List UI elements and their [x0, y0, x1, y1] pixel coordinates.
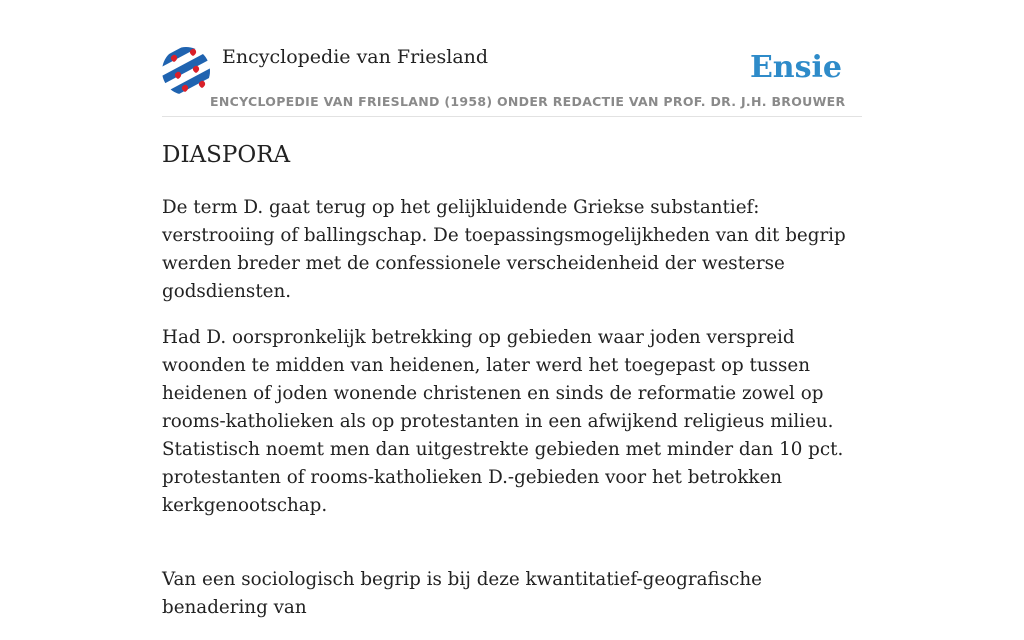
article-paragraph: Van een sociologisch begrip is bij deze kwantitatief-geografische benadering van: [162, 569, 762, 618]
article-paragraph: De term D. gaat terug op het gelijkluidende Griekse substantief: verstrooiing of ballingschap. De toepassingsmogelijkheden van dit begrip werden breder met de confessionele verscheidenheid der westerse godsdiensten.: [162, 197, 846, 302]
ensie-brand-logo[interactable]: Ensie: [749, 50, 842, 85]
article-paragraph: Had D. oorspronkelijk betrekking op gebieden waar joden verspreid woonden te midden van heidenen, later werd het toegepast op tussen heidenen of joden wonende christenen en sinds de reformatie zowel op rooms-katholieken als op protestanten in een afwijkend religieus milieu. Statistisch noemt men dan uitgestrekte gebieden met minder dan 10 pct. protestanten of rooms-katholieken D.-gebieden voor het betrokken kerkgenootschap.: [162, 327, 844, 516]
header: [162, 44, 862, 117]
article-title: DIASPORA: [162, 142, 291, 168]
encyclopedia-subtitle: ENCYCLOPEDIE VAN FRIESLAND (1958) ONDER REDACTIE VAN PROF. DR. J.H. BROUWER: [210, 94, 846, 109]
site-title[interactable]: Encyclopedie van Friesland: [222, 46, 489, 68]
frisian-flag-icon[interactable]: [162, 47, 210, 95]
article: [162, 138, 862, 640]
